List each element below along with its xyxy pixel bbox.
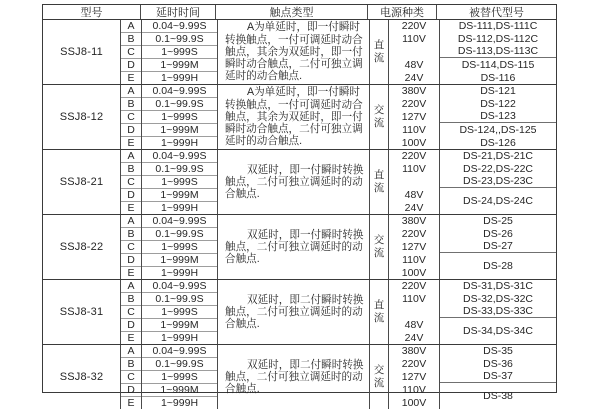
delay-value: 0.1~99.9S — [142, 163, 217, 176]
voltage-value: 110V — [402, 33, 426, 46]
replaced-model-value: DS-27 — [483, 240, 513, 253]
voltage-value: 110V — [402, 123, 426, 136]
delay-value: 1~999H — [160, 267, 199, 279]
range-letter: D — [121, 254, 141, 267]
replaced-model-value: DS-113,DS-113C — [457, 45, 539, 58]
contact-text-line: 触点，二付可独立调延时的动 — [225, 305, 363, 318]
range-letter: D — [121, 319, 141, 332]
range-letter: A — [121, 280, 141, 293]
replaced-model-value: DS-26 — [483, 227, 513, 240]
header-delay-time: 延时时间 — [141, 5, 216, 19]
delay-value: 1~999M — [142, 384, 217, 397]
contact-text-line: 瞬时动合触点，二付可独立调 — [225, 58, 363, 71]
model-block — [43, 150, 556, 215]
contact-type-cell — [218, 20, 370, 84]
contact-type-cell — [218, 345, 370, 409]
voltage-value: 110V — [402, 163, 426, 176]
delay-value: 1~999M — [142, 189, 217, 202]
replaced-model-value: DS-32,DS-32C — [462, 292, 534, 305]
power-type-label — [370, 85, 389, 149]
delay-value: 1~999H — [160, 72, 199, 84]
model-name: SSJ8-11 — [43, 20, 121, 84]
contact-type-cell — [218, 215, 370, 279]
replaced-model-value: DS-112,DS-112C — [457, 32, 539, 45]
replaced-model-value: DS-31,DS-31C — [462, 280, 534, 293]
power-type-char: 流 — [373, 117, 385, 129]
delay-time-column — [142, 150, 218, 214]
range-letter: E — [127, 72, 135, 84]
replaced-model-value: DS-126 — [480, 136, 516, 149]
contact-text-line: 双延时，即一付瞬时转换 — [247, 163, 364, 176]
delay-value: 0.04~9.99S — [142, 345, 217, 358]
replaced-model-value: DS-111,DS-111C — [458, 20, 538, 33]
replaced-model-value: DS-21,DS-21C — [462, 150, 534, 163]
replaced-models-upper-cell — [440, 345, 556, 383]
range-letter: E — [127, 267, 135, 279]
voltage-value: 48V — [404, 58, 424, 71]
delay-value: 1~999S — [142, 46, 217, 59]
delay-value: 1~999S — [142, 241, 217, 254]
delay-value: 0.1~99.9S — [142, 228, 217, 241]
replaced-model-column — [440, 280, 556, 344]
delay-value: 1~999S — [142, 111, 217, 124]
range-letter-column — [121, 150, 142, 214]
replaced-model-value: DS-23,DS-23C — [462, 175, 534, 188]
contact-description — [218, 229, 369, 266]
contact-text-line: 瞬时动合触点，二付可独立调 — [225, 123, 363, 136]
voltage-value: 220V — [401, 20, 427, 33]
replaced-model-value: DS-37 — [483, 370, 513, 383]
power-type-char: 流 — [373, 312, 385, 324]
delay-time-column — [142, 345, 218, 409]
range-letter: B — [121, 33, 141, 46]
power-type-label — [370, 215, 389, 279]
contact-type-cell — [218, 280, 370, 344]
voltage-column — [389, 20, 440, 84]
replaced-models-lower-cell — [440, 253, 556, 279]
range-letter: B — [121, 293, 141, 306]
contact-text-line: 双延时，即一付瞬时转换 — [247, 228, 364, 241]
power-type-char: 流 — [373, 377, 385, 389]
voltage-value: 127V — [401, 110, 427, 123]
range-letter: B — [121, 98, 141, 111]
replaced-models-upper-cell — [440, 215, 556, 253]
voltage-value: 48V — [404, 188, 424, 201]
voltage-value: 380V — [401, 345, 427, 358]
contact-text-line: A为单延时，即一付瞬时 — [247, 21, 361, 34]
replaced-model-value: DS-38 — [483, 390, 513, 403]
replaced-model-column — [440, 85, 556, 149]
model-name: SSJ8-12 — [43, 85, 121, 149]
header-contact-type: 触点类型 — [216, 5, 368, 19]
replaced-model-value: DS-123 — [480, 110, 516, 123]
voltage-value: 24V — [404, 201, 424, 214]
replaced-model-column — [440, 20, 556, 84]
contact-type-cell — [218, 85, 370, 149]
range-letter-column — [121, 215, 142, 279]
contact-text-line: 双延时，即二付瞬时转换 — [247, 358, 364, 371]
power-type-label — [370, 150, 389, 214]
range-letter: D — [121, 189, 141, 202]
range-letter: D — [121, 124, 141, 137]
voltage-column — [389, 215, 440, 279]
replaced-model-value: DS-33,DS-33C — [462, 305, 534, 318]
replaced-model-column — [440, 345, 556, 409]
contact-description — [218, 86, 369, 147]
contact-text-line: 合触点. — [225, 188, 260, 201]
power-type-char: 直 — [373, 168, 385, 181]
range-letter-column — [121, 85, 142, 149]
contact-text-line: 延时的动合触点. — [225, 70, 303, 83]
replaced-model-value: DS-116 — [480, 71, 516, 84]
delay-value: 0.04~9.99S — [142, 20, 217, 33]
voltage-value: 127V — [401, 240, 427, 253]
replaced-model-value: DS-36 — [483, 357, 513, 370]
delay-value: 1~999M — [142, 319, 217, 332]
range-letter: E — [127, 137, 135, 149]
replaced-model-column — [440, 215, 556, 279]
range-letter: B — [121, 358, 141, 371]
delay-value: 1~999M — [142, 254, 217, 267]
replaced-model-value: DS-122 — [480, 97, 516, 110]
voltage-value: 220V — [401, 150, 427, 163]
delay-value: 1~999S — [142, 176, 217, 189]
model-block — [43, 215, 556, 280]
contact-text-line: 触点，二付可独立调延时的动 — [225, 240, 363, 253]
range-letter: C — [121, 306, 141, 319]
voltage-value: 24V — [404, 71, 424, 84]
range-letter: A — [121, 85, 141, 98]
range-letter-column — [121, 20, 142, 84]
range-letter: A — [121, 20, 141, 33]
power-type-char: 直 — [373, 298, 385, 311]
range-letter: A — [121, 150, 141, 163]
model-block — [43, 20, 556, 85]
replaced-model-value: DS-22,DS-22C — [462, 162, 534, 175]
voltage-column — [389, 280, 440, 344]
table-body — [43, 20, 556, 409]
voltage-value: 380V — [401, 215, 427, 228]
contact-text-line: A为单延时，即一付瞬时 — [247, 86, 361, 99]
voltage-value — [389, 46, 439, 59]
replaced-models-upper-cell — [440, 85, 556, 123]
voltage-column — [389, 345, 440, 409]
table-header-row — [43, 5, 556, 20]
voltage-value: 100V — [401, 396, 427, 409]
power-type-char: 交 — [373, 103, 385, 116]
delay-time-column — [142, 280, 218, 344]
range-letter: C — [121, 241, 141, 254]
voltage-value — [389, 176, 439, 189]
voltage-column — [389, 85, 440, 149]
replaced-models-lower-cell — [440, 123, 556, 149]
range-letter: D — [121, 59, 141, 72]
replaced-model-value: DS-124,,DS-125 — [459, 123, 537, 136]
contact-text-line: 触点，二付可独立调延时的动 — [225, 370, 363, 383]
delay-value: 1~999S — [142, 371, 217, 384]
power-type-label — [370, 20, 389, 84]
contact-description — [218, 359, 369, 396]
model-name: SSJ8-21 — [43, 150, 121, 214]
power-type-char: 直 — [373, 38, 385, 51]
contact-text-line: 触点，其余为双延时，即一付 — [225, 110, 363, 123]
range-letter: E — [127, 202, 135, 214]
range-letter: E — [127, 397, 135, 409]
delay-value: 1~999H — [160, 397, 199, 409]
power-type-label — [370, 345, 389, 409]
delay-value: 0.04~9.99S — [142, 150, 217, 163]
delay-value: 1~999H — [160, 137, 199, 149]
contact-text-line: 转换触点，一付可调延时动合 — [225, 33, 363, 46]
voltage-value: 220V — [401, 280, 427, 293]
model-block — [43, 85, 556, 150]
voltage-value: 48V — [404, 318, 424, 331]
replaced-models-lower-cell — [440, 58, 556, 84]
voltage-value: 110V — [402, 383, 426, 396]
range-letter: A — [121, 345, 141, 358]
power-type-char: 交 — [373, 363, 385, 376]
contact-description — [218, 21, 369, 82]
replaced-models-upper-cell — [440, 150, 556, 188]
delay-time-column — [142, 215, 218, 279]
model-block — [43, 280, 556, 345]
contact-text-line: 合触点. — [225, 383, 260, 396]
replaced-model-value: DS-34,DS-34C — [462, 325, 534, 338]
contact-description — [218, 164, 369, 201]
model-name: SSJ8-31 — [43, 280, 121, 344]
range-letter: C — [121, 46, 141, 59]
voltage-value: 220V — [401, 228, 427, 241]
voltage-value: 220V — [401, 98, 427, 111]
voltage-value: 24V — [404, 331, 424, 344]
power-type-char: 流 — [373, 52, 385, 64]
voltage-value: 100V — [401, 136, 427, 149]
range-letter: C — [121, 111, 141, 124]
replaced-models-upper-cell — [440, 280, 556, 318]
replaced-model-value: DS-24,DS-24C — [462, 195, 534, 208]
voltage-value: 380V — [401, 85, 427, 98]
replaced-model-value: DS-35 — [483, 345, 513, 358]
range-letter-column — [121, 345, 142, 409]
contact-text-line: 转换触点，一付可调延时动合 — [225, 98, 363, 111]
voltage-value: 100V — [401, 266, 427, 279]
range-letter: B — [121, 163, 141, 176]
power-type-char: 流 — [373, 182, 385, 194]
delay-value: 1~999H — [160, 332, 199, 344]
contact-text-line: 双延时，即二付瞬时转换 — [247, 293, 364, 306]
power-type-label — [370, 280, 389, 344]
voltage-value: 220V — [401, 358, 427, 371]
replaced-model-value: DS-28 — [483, 260, 513, 273]
delay-time-column — [142, 85, 218, 149]
model-block — [43, 345, 556, 409]
delay-value: 0.1~99.9S — [142, 98, 217, 111]
model-name: SSJ8-22 — [43, 215, 121, 279]
power-type-char: 流 — [373, 247, 385, 259]
replaced-model-value: DS-121 — [480, 85, 516, 98]
voltage-column — [389, 150, 440, 214]
voltage-value — [389, 306, 439, 319]
range-letter: D — [121, 384, 141, 397]
range-letter: B — [121, 228, 141, 241]
contact-description — [218, 294, 369, 331]
replaced-models-lower-cell — [440, 188, 556, 214]
delay-value: 0.04~9.99S — [142, 85, 217, 98]
delay-value: 1~999S — [142, 306, 217, 319]
delay-value: 1~999M — [142, 59, 217, 72]
range-letter: A — [121, 215, 141, 228]
header-model: 型号 — [43, 5, 141, 19]
contact-text-line: 触点，二付可独立调延时的动 — [225, 175, 363, 188]
contact-text-line: 合触点. — [225, 253, 260, 266]
power-type-char: 交 — [373, 233, 385, 246]
header-replaced-model: 被替代型号 — [469, 7, 524, 19]
header-power-type: 电源种类 — [368, 5, 437, 19]
delay-value: 0.04~9.99S — [142, 215, 217, 228]
delay-time-column — [142, 20, 218, 84]
voltage-value: 110V — [402, 253, 426, 266]
range-letter: C — [121, 176, 141, 189]
voltage-value: 110V — [402, 293, 426, 306]
replaced-model-value: DS-25 — [483, 215, 513, 228]
delay-value: 0.04~9.99S — [142, 280, 217, 293]
range-letter: E — [127, 332, 135, 344]
model-name: SSJ8-32 — [43, 345, 121, 409]
delay-value: 1~999M — [142, 124, 217, 137]
delay-value: 0.1~99.9S — [142, 358, 217, 371]
delay-value: 0.1~99.9S — [142, 293, 217, 306]
replaced-model-column — [440, 150, 556, 214]
replaced-model-value: DS-114,DS-115 — [461, 58, 535, 71]
range-letter: C — [121, 371, 141, 384]
contact-text-line: 触点，其余为双延时，即一付 — [225, 45, 363, 58]
replaced-models-lower-cell — [440, 318, 556, 344]
contact-text-line: 合触点. — [225, 318, 260, 331]
delay-value: 1~999H — [160, 202, 199, 214]
contact-text-line: 延时的动合触点. — [225, 135, 303, 148]
range-letter-column — [121, 280, 142, 344]
replaced-models-upper-cell — [440, 20, 556, 58]
relay-spec-table — [42, 4, 557, 409]
contact-type-cell — [218, 150, 370, 214]
voltage-value: 127V — [401, 370, 427, 383]
delay-value: 0.1~99.9S — [142, 33, 217, 46]
replaced-models-lower-cell — [440, 383, 556, 409]
